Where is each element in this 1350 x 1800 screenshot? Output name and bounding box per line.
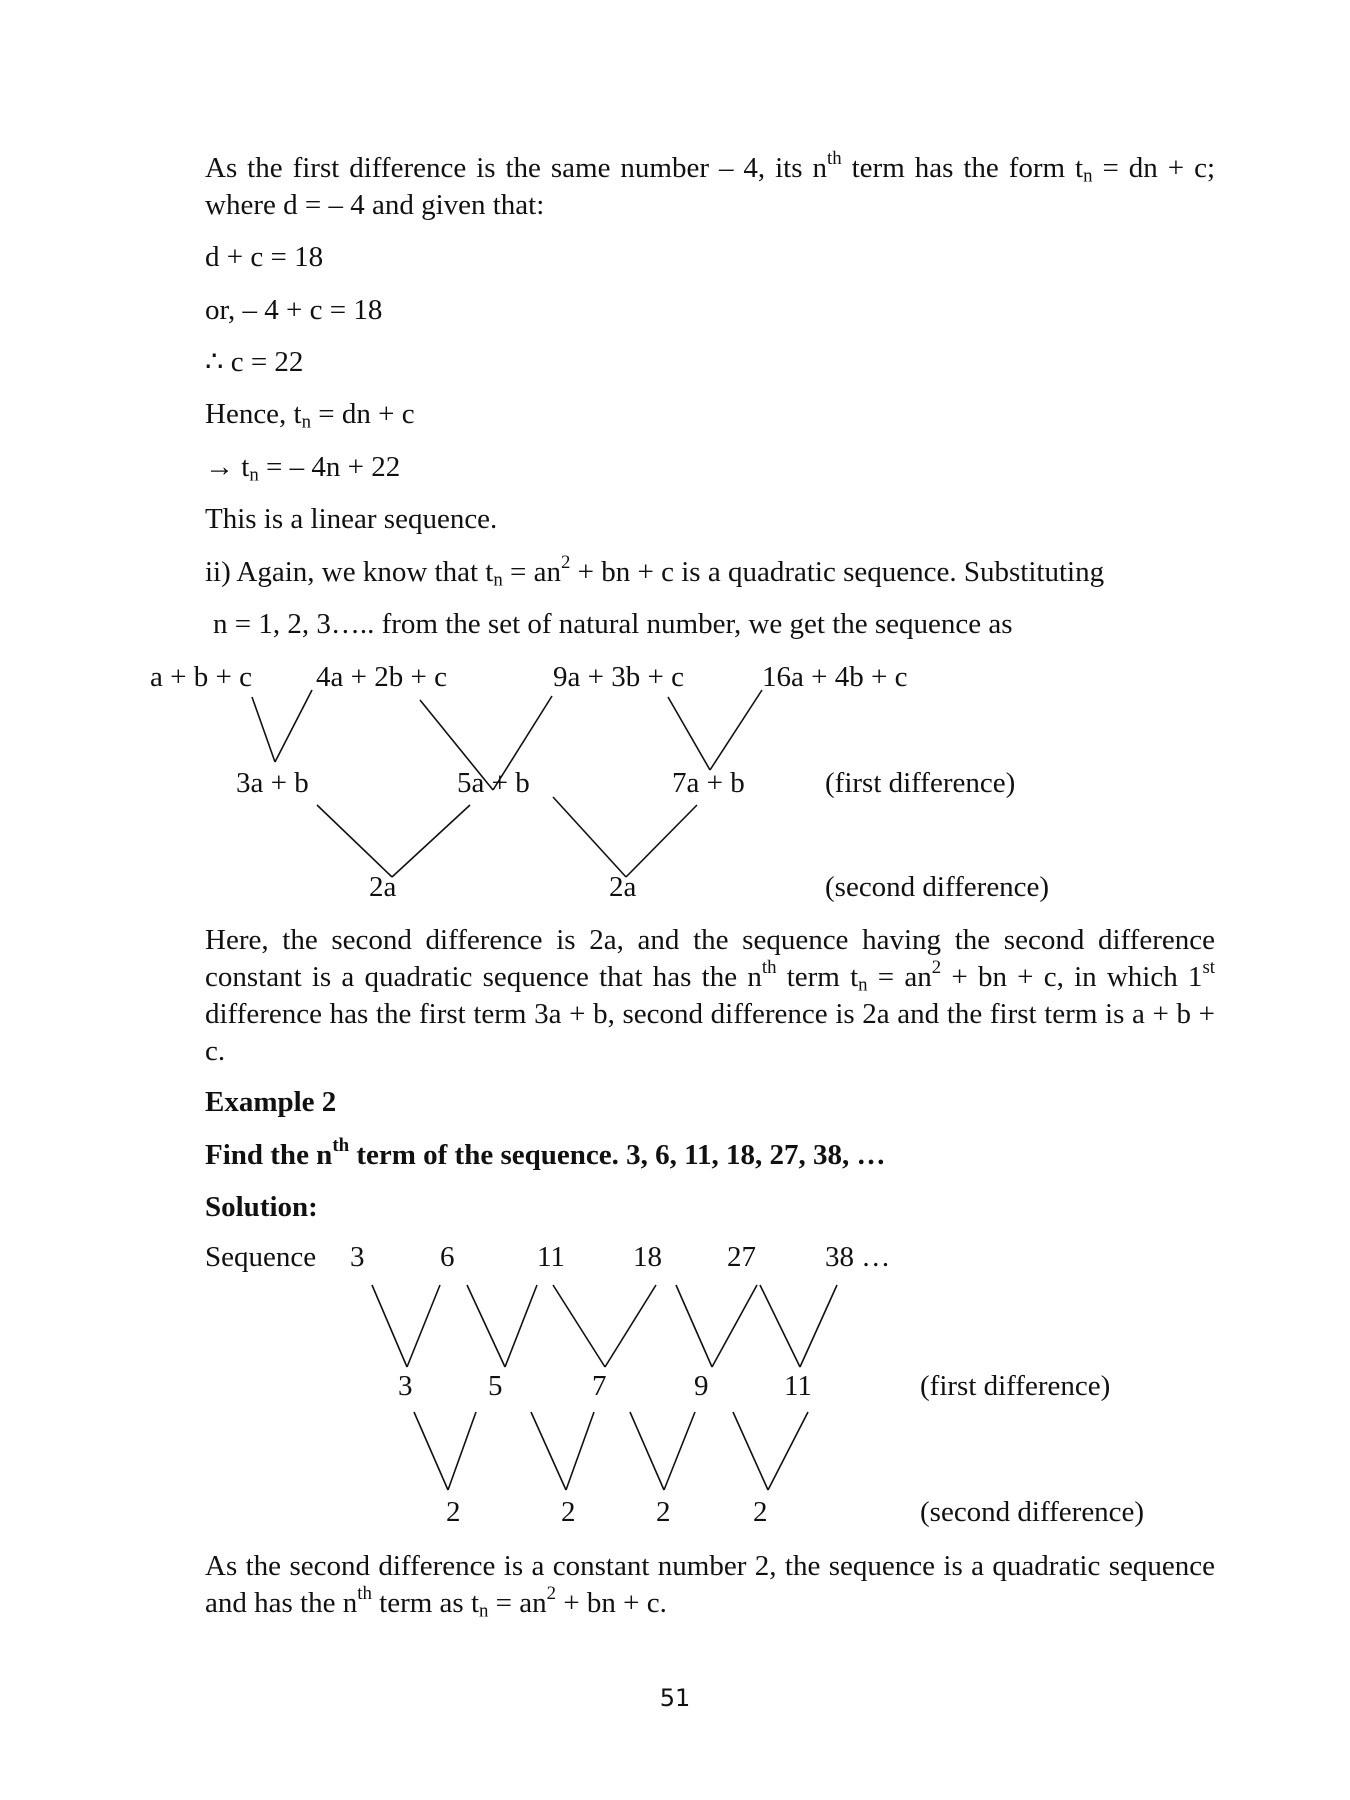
sequence-term: 38 … — [825, 1241, 891, 1273]
first-difference-term: 5 — [488, 1370, 503, 1402]
second-difference-term: 2a — [609, 871, 637, 903]
equation-general-term: Hence, $t_n$ = dn + c — [205, 398, 415, 433]
sequence-term: 16a + 4b + c — [762, 661, 908, 693]
first-difference-term: 3a + b — [236, 767, 309, 799]
sequence-label: Sequence — [205, 1241, 317, 1273]
intro-paragraph: As the first difference is the same number – 4, its $n^{th}$ term has the form $t_n$ = dn + c; where d = – 4 and given that: — [205, 147, 1215, 221]
connector-line — [505, 1285, 537, 1367]
linear-statement: This is a linear sequence. — [205, 503, 498, 535]
connector-line — [407, 1285, 440, 1367]
solution-heading: Solution: — [205, 1191, 318, 1223]
connector-line — [630, 1412, 664, 1490]
second-difference-term: 2 — [753, 1496, 768, 1528]
second-difference-label: (second difference) — [825, 871, 1050, 903]
connector-line — [414, 1412, 448, 1490]
example-heading: Example 2 — [205, 1086, 337, 1118]
part-ii-line-1: ii) Again, we know that $t_n = an^2$ + bn + c is a quadratic sequence. Substituting — [205, 551, 1105, 591]
connector-line — [553, 1285, 605, 1367]
equation-d-plus-c: d + c = 18 — [205, 241, 324, 273]
first-difference-term: 7a + b — [672, 767, 745, 799]
connector-line — [800, 1285, 837, 1367]
connector-line — [664, 1412, 695, 1490]
connector-line — [372, 1285, 407, 1367]
sequence-term: 9a + 3b + c — [553, 661, 684, 693]
connector-line — [566, 1412, 594, 1490]
first-difference-term: 3 — [398, 1370, 413, 1402]
sequence-term: 27 — [727, 1241, 756, 1273]
connector-line — [467, 1285, 505, 1367]
connector-line — [712, 1285, 757, 1367]
sequence-term: 11 — [537, 1241, 565, 1273]
connector-line — [605, 1285, 656, 1367]
second-difference-term: 2a — [369, 871, 397, 903]
part-ii-line-2: n = 1, 2, 3….. from the set of natural number, we get the sequence as — [213, 608, 1013, 640]
second-difference-term: 2 — [656, 1496, 671, 1528]
sequence-term: 6 — [440, 1241, 455, 1273]
first-difference-label: (first difference) — [825, 767, 1016, 799]
first-difference-term: 9 — [694, 1370, 709, 1402]
equation-result: → $t_n$ = – 4n + 22 — [205, 451, 401, 486]
second-difference-label: (second difference) — [920, 1496, 1145, 1528]
second-difference-term: 2 — [446, 1496, 461, 1528]
connector-line — [531, 1412, 566, 1490]
equation-substituted: or, – 4 + c = 18 — [205, 294, 383, 326]
first-difference-label: (first difference) — [920, 1370, 1111, 1402]
example-question: Find the $n^{th}$ term of the sequence. 3, 6, 11, 18, 27, 38, … — [205, 1134, 886, 1171]
connector-line — [768, 1412, 808, 1490]
equation-c-value: ∴ c = 22 — [205, 346, 304, 378]
connector-line — [733, 1412, 768, 1490]
first-difference-term: 11 — [784, 1370, 812, 1402]
connector-line — [760, 1285, 800, 1367]
page-number: 51 — [659, 1684, 691, 1712]
connector-line — [676, 1285, 712, 1367]
second-difference-term: 2 — [561, 1496, 576, 1528]
explanation-paragraph: Here, the second difference is 2a, and the sequence having the second difference constant is a quadratic sequence that has the $n^{th}$ term $t_n = an^2$ + bn + c, in which 1st difference has the first term 3a + b, second difference is 2a and the first term is a + b + c. — [205, 924, 1216, 1067]
first-difference-term: 5a + b — [457, 767, 530, 799]
first-difference-term: 7 — [592, 1370, 607, 1402]
sequence-term: 3 — [350, 1241, 365, 1273]
connector-line — [448, 1412, 476, 1490]
sequence-term: 4a + 2b + c — [316, 661, 447, 693]
conclusion-paragraph: As the second difference is a constant number 2, the sequence is a quadratic sequence and has the $n^{th}$ term as $t_n = an^2$ + bn + c. — [205, 1550, 1215, 1622]
sequence-term: a + b + c — [150, 661, 252, 693]
sequence-term: 18 — [633, 1241, 662, 1273]
